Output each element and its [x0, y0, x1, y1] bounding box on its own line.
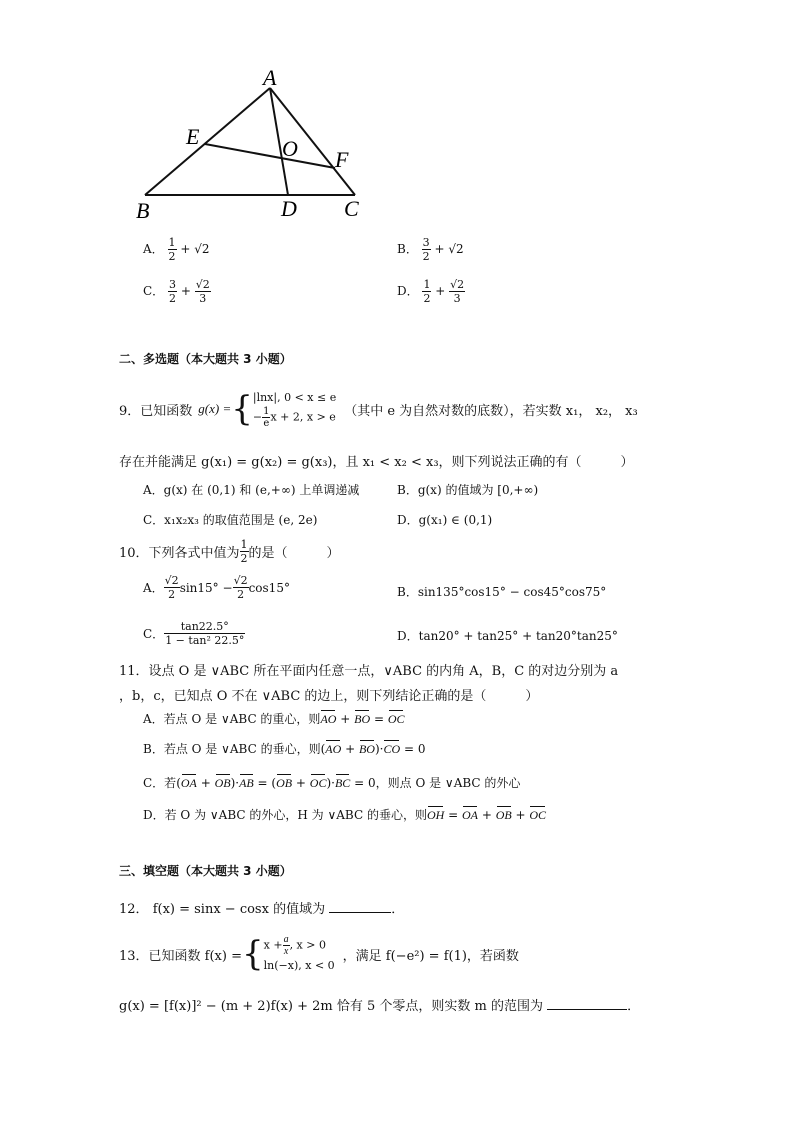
numerator: √2 — [233, 574, 248, 587]
vector-term: OB — [276, 776, 293, 790]
numerator: √2 — [450, 278, 465, 291]
expr-operator: )· — [326, 776, 335, 790]
q11-option-c — [143, 774, 520, 791]
vector-expression — [176, 776, 375, 790]
q8-option-a — [143, 236, 209, 263]
denominator: e — [263, 418, 270, 429]
denominator: 2 — [168, 588, 176, 601]
piecewise — [264, 934, 335, 974]
vector-term: AO — [320, 712, 337, 726]
answer-blank[interactable] — [329, 900, 391, 913]
q12-stem — [119, 898, 404, 917]
triangle-figure — [120, 60, 380, 230]
section-title-multiple-choice: 二、多选题（本大题共 3 小题） — [119, 352, 292, 366]
q10-option-a — [143, 574, 290, 601]
label-F: F — [335, 147, 349, 172]
numerator: tan22.5° — [164, 620, 245, 634]
vector-term: OA — [462, 808, 479, 822]
option-letter: C． — [143, 284, 165, 298]
vector-term: OC — [529, 808, 547, 822]
q8-option-d: D． $\frac{1}{2}$ + $\frac{√2}{3}$ — [397, 278, 465, 305]
vector-term: AB — [239, 776, 254, 790]
expr-operator: = 0 — [400, 742, 426, 756]
expr-operator: = 0 — [350, 776, 376, 790]
numerator: 3 — [422, 236, 430, 249]
vector-term: AO — [325, 742, 342, 756]
segment-AB — [145, 88, 270, 195]
option-tail: + √2 — [180, 242, 210, 256]
option-letter: D． — [397, 284, 419, 298]
q13-line2-expr: g(x) = [f(x)]² − (m + 2)f(x) + 2m 恰有 5 个零点，则实数 m 的范围为 — [119, 999, 543, 1014]
denominator: 2 — [168, 250, 176, 263]
vector-expression — [320, 712, 404, 726]
expr-operator: )· — [230, 776, 240, 790]
vector-term: OB — [495, 808, 512, 822]
vector-term: OC — [387, 712, 405, 726]
q13-stem — [119, 930, 519, 978]
q13-line2 — [119, 995, 640, 1014]
expr-operator: = — [370, 712, 388, 726]
denominator: 2 — [422, 250, 430, 263]
q10-stem — [119, 538, 340, 565]
label-D: D — [281, 196, 297, 221]
denominator: 2 — [237, 588, 245, 601]
q11-option-a — [143, 710, 404, 727]
brace-icon: { — [231, 389, 253, 429]
piece-tail: , x > 0 — [289, 938, 326, 952]
option-text: A．若点 O 是 ∨ABC 的重心，则 — [143, 712, 321, 726]
option-text-post: ，则点 O 是 ∨ABC 的外心 — [375, 776, 521, 790]
denominator: 3 — [453, 292, 461, 305]
expr-operator: = ( — [253, 776, 277, 790]
answer-blank[interactable] — [547, 997, 627, 1010]
q8-option-c: C． $\frac{3}{2}$ + $\frac{√2}{3}$ — [143, 278, 210, 305]
denominator: 2 — [423, 292, 431, 305]
q11-option-d — [143, 806, 546, 823]
q11-line1: 11．设点 O 是 ∨ABC 所在平面内任意一点，∨ABC 的内角 A，B，C 的对边分别为 a — [119, 664, 619, 679]
fraction — [195, 278, 211, 305]
q11-line2: ，b，c，已知点 O 不在 ∨ABC 的边上，则下列结论正确的是（ ） — [119, 689, 539, 704]
label-C: C — [344, 196, 359, 221]
q9-stem — [119, 384, 638, 434]
expr-operator: + — [478, 808, 496, 822]
fraction — [168, 278, 177, 305]
expr-operator: + — [341, 742, 359, 756]
piece-2 — [253, 406, 336, 429]
denominator: 2 — [169, 292, 177, 305]
vector-term: OB — [214, 776, 231, 790]
fraction — [164, 620, 245, 647]
q9-option-d: D．g(x₁) ∈ (0,1) — [397, 513, 493, 527]
q13-prefix: 13．已知函数 f(x) = — [119, 948, 242, 964]
fraction — [422, 278, 431, 305]
expr-operator: + — [292, 776, 310, 790]
vector-term: OH — [426, 808, 445, 822]
expr-operator: )· — [374, 742, 384, 756]
numerator: 3 — [169, 278, 177, 291]
numerator: 1 — [263, 406, 270, 417]
q10-option-c — [143, 620, 245, 647]
vector-expression — [321, 742, 426, 756]
expr-operator: + — [511, 808, 530, 822]
numerator: √2 — [195, 278, 210, 291]
q10-prefix: 10．下列各式中值为 — [119, 546, 240, 561]
option-letter: A． — [143, 581, 164, 595]
expr-operator: + — [336, 712, 355, 726]
segment-EF — [205, 144, 335, 168]
minus-sign: − — [252, 410, 263, 424]
numerator: √2 — [164, 574, 179, 587]
vector-term: BO — [354, 712, 371, 726]
q9-prefix: 9．已知函数 — [119, 403, 193, 419]
piece-1 — [264, 934, 335, 957]
vector-expression — [427, 808, 546, 822]
q9-option-b: B．g(x) 的值域为 [0,+∞) — [397, 483, 539, 497]
q11-option-b — [143, 740, 425, 757]
vector-term: BO — [358, 742, 375, 756]
q10-option-d: D．tan20° + tan25° + tan20°tan25° — [397, 629, 618, 643]
numerator: 1 — [168, 236, 176, 249]
piecewise — [253, 389, 336, 429]
expr-operator: ( — [176, 776, 181, 790]
option-text: D．若 O 为 ∨ABC 的外心，H 为 ∨ABC 的垂心，则 — [143, 808, 427, 822]
label-E: E — [186, 124, 200, 149]
vector-term: OC — [309, 776, 327, 790]
q12-prefix: 12． — [119, 902, 149, 917]
piece-tail: x + 2, x > e — [270, 410, 336, 424]
option-letter: B． — [397, 242, 418, 256]
label-O: O — [282, 136, 298, 161]
q9-func: g(x) = — [198, 401, 232, 416]
piece-2: ln(−x), x < 0 — [263, 959, 335, 972]
vector-term: OA — [180, 776, 197, 790]
expr-operator: ( — [320, 742, 326, 756]
option-tail: cos15° — [248, 580, 290, 595]
option-letter: C． — [143, 627, 165, 641]
piece-pre: x + — [263, 938, 283, 952]
vector-term: BC — [334, 776, 351, 790]
fraction — [449, 278, 465, 305]
q12-expr: f(x) = sinx − cosx 的值域为 — [152, 902, 326, 917]
expr-operator: + — [196, 776, 215, 790]
q9-suffix: （其中 e 为自然对数的底数），若实数 x₁， x₂， x₃ — [344, 403, 638, 419]
option-tail: + √2 — [434, 242, 464, 256]
q9-option-c: C．x₁x₂x₃ 的取值范围是 (e, 2e) — [143, 513, 318, 527]
option-text: C．若 — [143, 776, 177, 790]
q9-option-a: A．g(x) 在 (0,1) 和 (e,+∞) 上单调递减 — [143, 483, 360, 497]
q10-option-b: B．sin135°cos15° − cos45°cos75° — [397, 585, 607, 599]
q8-option-b — [397, 236, 464, 263]
label-A: A — [263, 65, 277, 90]
q9-line2: 存在并能满足 g(x₁) = g(x₂) = g(x₃)，且 x₁ < x₂ < x₃，则下列说法正确的有（ ） — [119, 455, 634, 470]
fraction — [233, 574, 249, 601]
option-text: B．若点 O 是 ∨ABC 的垂心，则 — [143, 742, 321, 756]
denominator: 1 − tan² 22.5° — [165, 634, 245, 647]
denominator: 2 — [240, 552, 248, 565]
expr-operator: = — [444, 808, 463, 822]
numerator: a — [283, 934, 289, 945]
q12-end: ． — [391, 902, 405, 917]
label-B: B — [136, 198, 150, 223]
vector-term: CO — [383, 742, 401, 756]
fraction — [240, 538, 249, 565]
fraction — [164, 574, 180, 601]
denominator: 3 — [199, 292, 207, 305]
fraction — [168, 236, 177, 263]
brace-icon: { — [242, 934, 264, 974]
q13-end: ． — [627, 999, 641, 1014]
q13-suffix: ，满足 f(−e²) = f(1)，若函数 — [342, 948, 519, 964]
denominator: x — [283, 946, 289, 957]
section-title-fill-blank: 三、填空题（本大题共 3 小题） — [119, 864, 292, 878]
piece-1: |lnx|, 0 < x ≤ e — [252, 391, 337, 404]
numerator: 1 — [240, 538, 248, 551]
fraction — [422, 236, 431, 263]
numerator: 1 — [423, 278, 431, 291]
q10-suffix: 的是（ ） — [248, 546, 340, 561]
option-letter: A． — [143, 242, 164, 256]
option-mid: sin15° − — [179, 580, 233, 595]
